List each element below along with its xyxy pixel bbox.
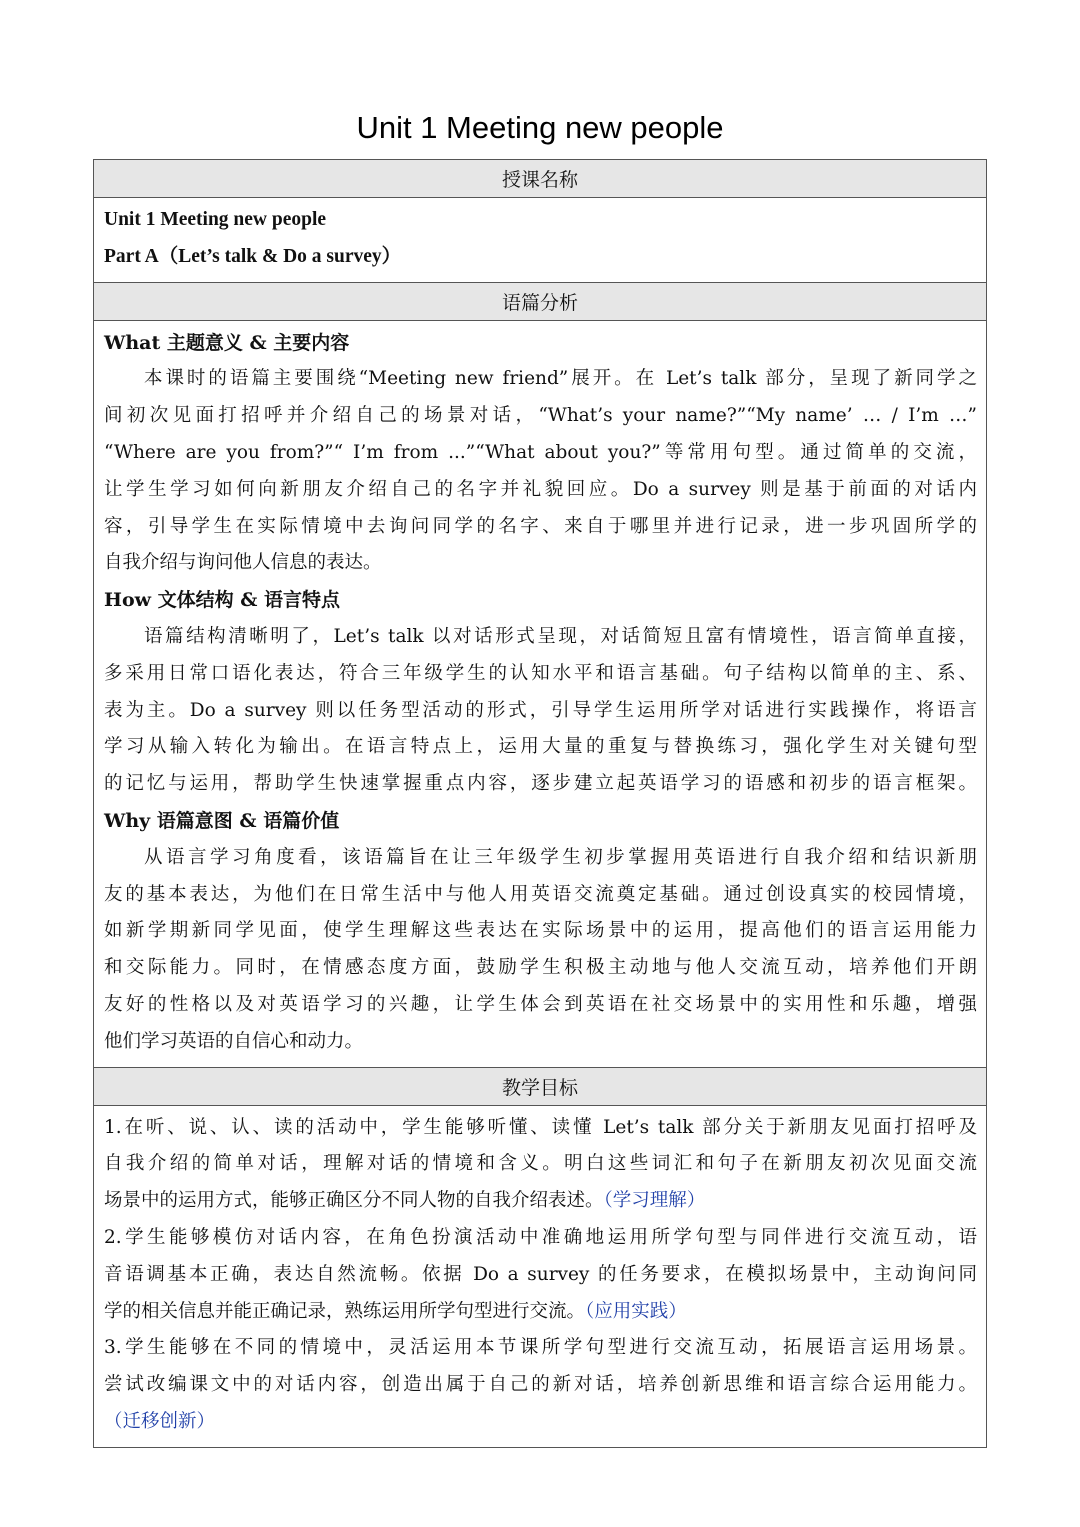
what-paragraph-line: 让学生学习如何向新朋友介绍自己的名字并礼貌回应。Do a survey 则是基于前面的对话内 — [104, 478, 977, 500]
course-name-cell — [94, 198, 987, 283]
objectives-cell — [94, 1105, 987, 1447]
section-header-text-analysis: 语篇分析 — [94, 282, 987, 320]
objective-1-last-line — [104, 1183, 977, 1220]
part-title-line: Part A（Let’s talk & Do a survey） — [104, 245, 402, 267]
what-paragraph-line: 间初次见面打招呼并介绍自己的场景对话，“What’s your name?”“My name’ … / I’m …” — [104, 405, 977, 427]
why-paragraph-line: 如新学期新同学见面，使学生理解这些表达在实际场景中的运用，提高他们的语言运用能力 — [104, 920, 977, 942]
objective-2-line: 2.学生能够模仿对话内容，在角色扮演活动中准确地运用所学句型与同伴进行交流互动，语 — [104, 1226, 977, 1248]
how-paragraph-line: 语篇结构清晰明了，Let’s talk 以对话形式呈现，对话简短且富有情境性，语言简单直接， — [144, 625, 977, 647]
how-paragraph-line: 的记忆与运用，帮助学生快速掌握重点内容，逐步建立起英语学习的语感和初步的语言框架。 — [104, 773, 977, 795]
objective-2-text: 学的相关信息并能正确记录，熟练运用所学句型进行交流。 — [104, 1300, 586, 1322]
how-paragraph-line: 表为主。Do a survey 则以任务型活动的形式，引导学生运用所学对话进行实践操作，将语言 — [104, 699, 977, 721]
why-paragraph-line: 他们学习英语的自信心和动力。 — [104, 1030, 364, 1052]
why-paragraph-line: 友好的性格以及对英语学习的兴趣，让学生体会到英语在社交场景中的实用性和乐趣，增强 — [104, 993, 977, 1015]
objective-3-line: 尝试改编课文中的对话内容，创造出属于自己的新对话，培养创新思维和语言综合运用能力。 — [104, 1374, 977, 1396]
objective-1-line: 自我介绍的简单对话，理解对话的情境和含义。明白这些词汇和句子在新朋友初次见面交流 — [104, 1153, 977, 1175]
what-paragraph-line: 容，引导学生在实际情境中去询问同学的名字、来自于哪里并进行记录，进一步巩固所学的 — [104, 515, 977, 537]
how-paragraph-line: 学习从输入转化为输出。在语言特点上，运用大量的重复与替换练习，强化学生对关键句型 — [104, 736, 977, 758]
objective-1-text: 场景中的运用方式，能够正确区分不同人物的自我介绍表述。 — [104, 1190, 604, 1212]
objective-1-line: 1.在听、说、认、读的活动中，学生能够听懂、读懂 Let’s talk 部分关于新朋友见面打招呼及 — [104, 1116, 977, 1138]
lesson-plan-table — [93, 159, 987, 1448]
objective-1-tag: （学习理解） — [603, 1190, 706, 1212]
how-paragraph-line: 多采用日常口语化表达，符合三年级学生的认知水平和语言基础。句子结构以简单的主、系、 — [104, 662, 977, 684]
page-title: Unit 1 Meeting new people — [356, 110, 724, 145]
objective-2-line: 音语调基本正确，表达自然流畅。依据 Do a survey 的任务要求，在模拟场景中，主动询问同 — [104, 1263, 977, 1285]
objective-3-tag: （迁移创新） — [104, 1410, 216, 1432]
what-paragraph-line: 本课时的语篇主要围绕“Meeting new friend”展开。在 Let’s talk 部分，呈现了新同学之 — [144, 368, 977, 390]
section-header-course-name: 授课名称 — [94, 160, 987, 198]
objective-3-tag-line — [104, 1404, 977, 1441]
why-paragraph-line: 友的基本表达，为他们在日常生活中与他人用英语交流奠定基础。通过创设真实的校园情境， — [104, 883, 977, 905]
unit-title-line: Unit 1 Meeting new people — [104, 209, 327, 230]
text-analysis-cell — [94, 320, 987, 1067]
objective-3-line: 3.学生能够在不同的情境中，灵活运用本节课所学句型进行交流互动，拓展语言运用场景。 — [104, 1337, 977, 1359]
how-heading: How 文体结构 & 语言特点 — [104, 589, 340, 612]
what-paragraph-line: “Where are you from?”“ I’m from ...”“What about you?”等常用句型。通过简单的交流， — [104, 441, 977, 463]
why-paragraph-line: 和交际能力。同时，在情感态度方面，鼓励学生积极主动地与他人交流互动，培养他们开朗 — [104, 957, 977, 979]
why-heading: Why 语篇意图 & 语篇价值 — [104, 809, 340, 832]
objective-2-last-line — [104, 1294, 977, 1331]
section-header-objectives: 教学目标 — [94, 1067, 987, 1105]
why-paragraph-line: 从语言学习角度看，该语篇旨在让三年级学生初步掌握用英语进行自我介绍和结识新朋 — [144, 846, 977, 868]
what-paragraph-line: 自我介绍与询问他人信息的表达。 — [104, 552, 382, 574]
objective-2-tag: （应用实践） — [585, 1300, 687, 1322]
what-heading: What 主题意义 & 主要内容 — [104, 331, 350, 354]
